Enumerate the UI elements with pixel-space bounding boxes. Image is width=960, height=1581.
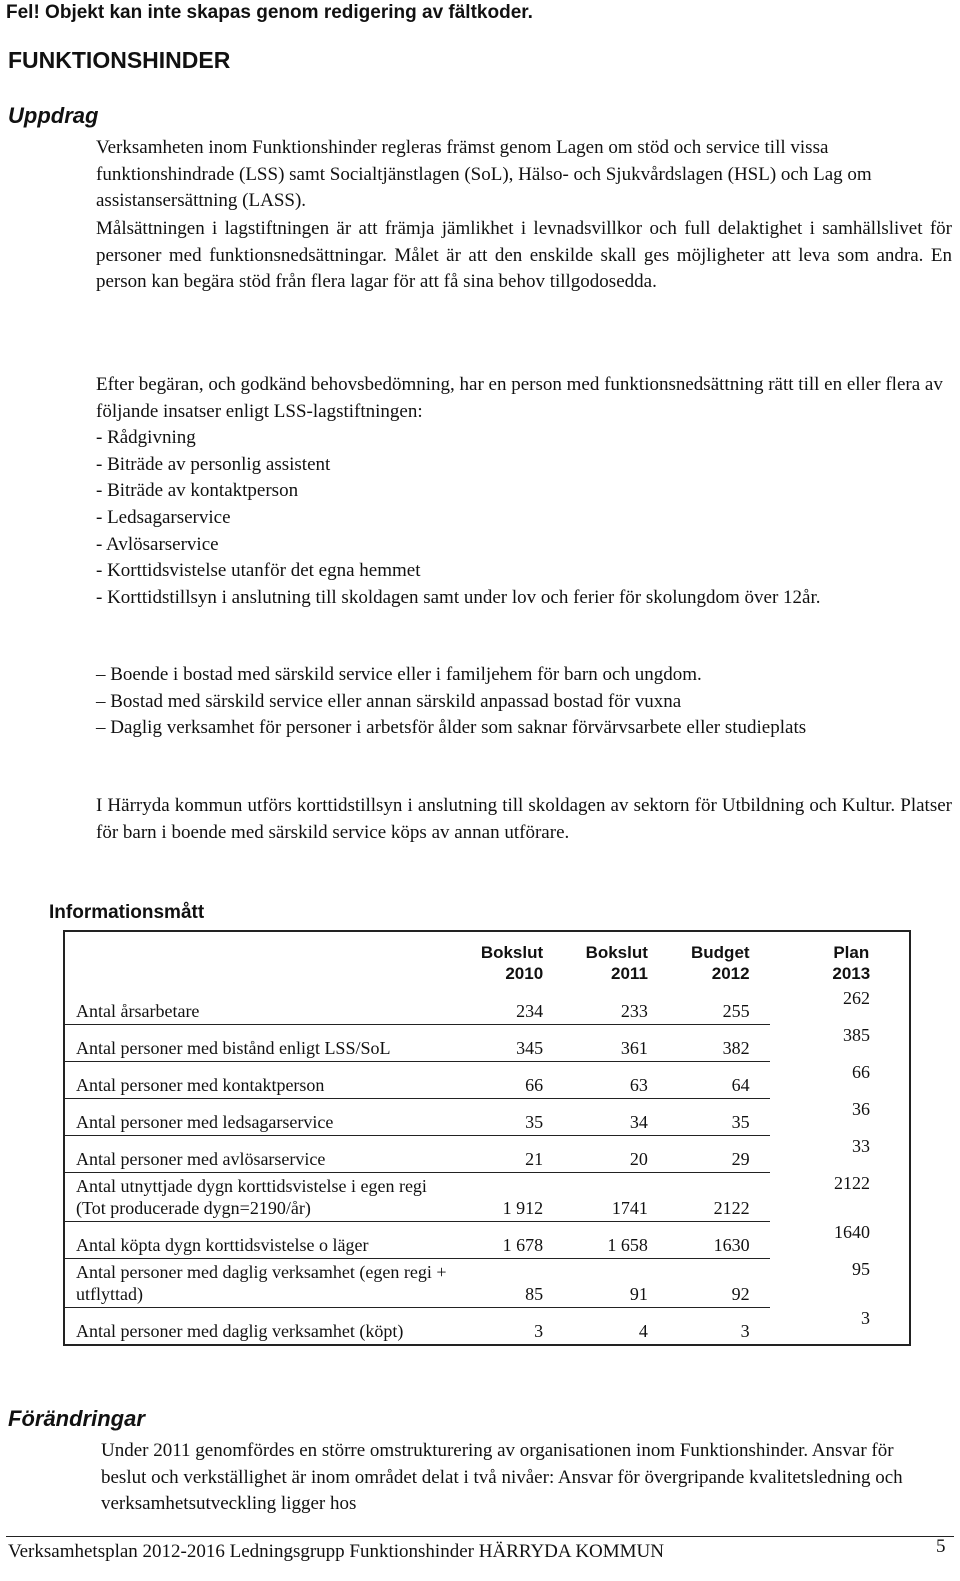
forandringar-heading: Förändringar <box>8 1406 145 1431</box>
table-row <box>64 1308 910 1346</box>
cell-2011: 1 658 <box>557 1222 662 1259</box>
field-code-error: Fel! Objekt kan inte skapas genom redigering av fältkoder. <box>6 2 533 23</box>
cell-2013: 36 <box>852 1098 870 1119</box>
cell-2011: 20 <box>557 1136 662 1173</box>
uppdrag-paragraph-3 <box>96 372 952 611</box>
row-label: Antal personer med bistånd enligt LSS/SoL <box>64 1025 447 1062</box>
table-row <box>64 1025 910 1062</box>
cell-2013: 385 <box>843 1024 870 1045</box>
row-label: Antal personer med daglig verksamhet (egen regi + utflyttad) <box>64 1259 447 1308</box>
cell-2012: 64 <box>662 1062 770 1099</box>
cell-2013: 66 <box>852 1061 870 1082</box>
forandringar-text: Under 2011 genomfördes en större omstrukturering av organisationen inom Funktionshinder. Ansvar för beslut och verkställighet är inom området delat i två nivåer: Ansvar för övergripande kvalitetsledning och verksamhetsutveckling ligger hos <box>101 1440 903 1515</box>
list-item: – Bostad med särskild service eller annan särskild anpassad bostad för vuxna <box>96 690 682 712</box>
table-header-row <box>64 931 910 988</box>
cell-2013: 2122 <box>834 1172 870 1193</box>
cell-2012: 2122 <box>662 1173 770 1222</box>
table-row <box>64 1222 910 1259</box>
cell-2013: 33 <box>852 1135 870 1156</box>
section-title: FUNKTIONSHINDER <box>8 47 231 73</box>
uppdrag-p2-text: Målsättningen i lagstiftningen är att främja jämlikhet i levnadsvillkor och full delaktighet i samhällslivet för personer med funktionsnedsättningar. Målet är att den enskilde skall ges möjligheter att leva som andra. En person kan begära stöd från flera lagar för att få sina behov tillgodosedda. <box>96 218 952 293</box>
page-number: 5 <box>936 1536 946 1557</box>
list-item: – Daglig verksamhet för personer i arbetsför ålder som saknar förvärvsarbete eller studieplats <box>96 717 807 739</box>
uppdrag-paragraph-1 <box>96 135 952 215</box>
list-item: - Biträde av kontaktperson <box>96 480 299 502</box>
row-label: Antal köpta dygn korttidsvistelse o läger <box>64 1222 447 1259</box>
list-item: - Ledsagarservice <box>96 506 231 528</box>
list-item: - Rådgivning <box>96 427 196 449</box>
footer-divider <box>6 1536 954 1537</box>
cell-2010: 345 <box>447 1025 557 1062</box>
table-row <box>64 1136 910 1173</box>
list-item: - Biträde av personlig assistent <box>96 453 331 475</box>
uppdrag-p1-text: Verksamheten inom Funktionshinder regleras främst genom Lagen om stöd och service till vissa funktionshindrade (LSS) samt Socialtjänstlagen (SoL), Hälso- och Sjukvårdslagen (HSL) och Lag om assistansersättning (LASS). <box>96 137 872 212</box>
cell-2011: 34 <box>557 1099 662 1136</box>
uppdrag-paragraph-2 <box>96 216 952 296</box>
cell-2010: 21 <box>447 1136 557 1173</box>
cell-2013: 3 <box>861 1307 870 1328</box>
cell-2010: 85 <box>447 1259 557 1308</box>
row-label: Antal personer med kontaktperson <box>64 1062 447 1099</box>
header-bokslut-2010: Bokslut 2010 <box>480 943 544 983</box>
row-label: Antal utnyttjade dygn korttidsvistelse i egen regi (Tot producerade dygn=2190/år) <box>64 1173 447 1222</box>
row-label: Antal årsarbetare <box>64 988 447 1025</box>
list-item: - Avlösarservice <box>96 533 219 555</box>
list-item: - Korttidsvistelse utanför det egna hemmet <box>96 560 421 582</box>
list-item: - Korttidstillsyn i anslutning till skoldagen samt under lov och ferier för skolungdom över 12år. <box>96 586 821 608</box>
table-row <box>64 1259 910 1308</box>
uppdrag-p3-intro: Efter begäran, och godkänd behovsbedömning, har en person med funktionsnedsättning rätt till en eller flera av följande insatser enligt LSS-lagstiftningen: <box>96 374 943 422</box>
table-row <box>64 988 910 1025</box>
cell-2010: 66 <box>447 1062 557 1099</box>
header-budget-2012: Budget 2012 <box>691 943 750 983</box>
cell-2010: 1 678 <box>447 1222 557 1259</box>
info-table <box>63 930 911 1346</box>
cell-2011: 361 <box>557 1025 662 1062</box>
table-row <box>64 1099 910 1136</box>
cell-2013: 262 <box>843 988 870 1008</box>
cell-2012: 35 <box>662 1099 770 1136</box>
forandringar-paragraph <box>101 1438 921 1518</box>
cell-2010: 234 <box>447 988 557 1025</box>
uppdrag-heading: Uppdrag <box>8 103 99 128</box>
table-row <box>64 1173 910 1222</box>
cell-2011: 233 <box>557 988 662 1025</box>
cell-2012: 255 <box>662 988 770 1025</box>
footer-text: Verksamhetsplan 2012-2016 Ledningsgrupp Funktionshinder HÄRRYDA KOMMUN <box>8 1541 665 1562</box>
header-label-spacer <box>64 931 447 988</box>
cell-2012: 1630 <box>662 1222 770 1259</box>
row-label: Antal personer med avlösarservice <box>64 1136 447 1173</box>
table-row <box>64 1062 910 1099</box>
uppdrag-paragraph-4 <box>96 662 952 742</box>
uppdrag-paragraph-5 <box>96 793 952 846</box>
row-label: Antal personer med daglig verksamhet (köpt) <box>76 1321 404 1341</box>
cell-2012: 3 <box>740 1321 750 1341</box>
cell-2011: 63 <box>557 1062 662 1099</box>
cell-2012: 382 <box>662 1025 770 1062</box>
cell-2013: 1640 <box>834 1221 870 1242</box>
cell-2013: 95 <box>852 1258 870 1279</box>
cell-2010: 35 <box>447 1099 557 1136</box>
list-item: – Boende i bostad med särskild service eller i familjehem för barn och ungdom. <box>96 664 702 685</box>
cell-2012: 29 <box>662 1136 770 1173</box>
cell-2011: 1741 <box>557 1173 662 1222</box>
header-plan-2013: Plan 2013 <box>832 943 871 983</box>
cell-2011: 4 <box>638 1321 648 1341</box>
uppdrag-p5-text: I Härryda kommun utförs korttidstillsyn i anslutning till skoldagen av sektorn för Utbildning och Kultur. Platser för barn i boende med särskild service köps av annan utförare. <box>96 795 952 843</box>
cell-2012: 92 <box>662 1259 770 1308</box>
cell-2010: 3 <box>534 1321 544 1341</box>
cell-2010: 1 912 <box>447 1173 557 1222</box>
header-bokslut-2011: Bokslut 2011 <box>585 943 648 983</box>
info-title: Informationsmått <box>49 902 205 923</box>
cell-2011: 91 <box>557 1259 662 1308</box>
row-label: Antal personer med ledsagarservice <box>64 1099 447 1136</box>
